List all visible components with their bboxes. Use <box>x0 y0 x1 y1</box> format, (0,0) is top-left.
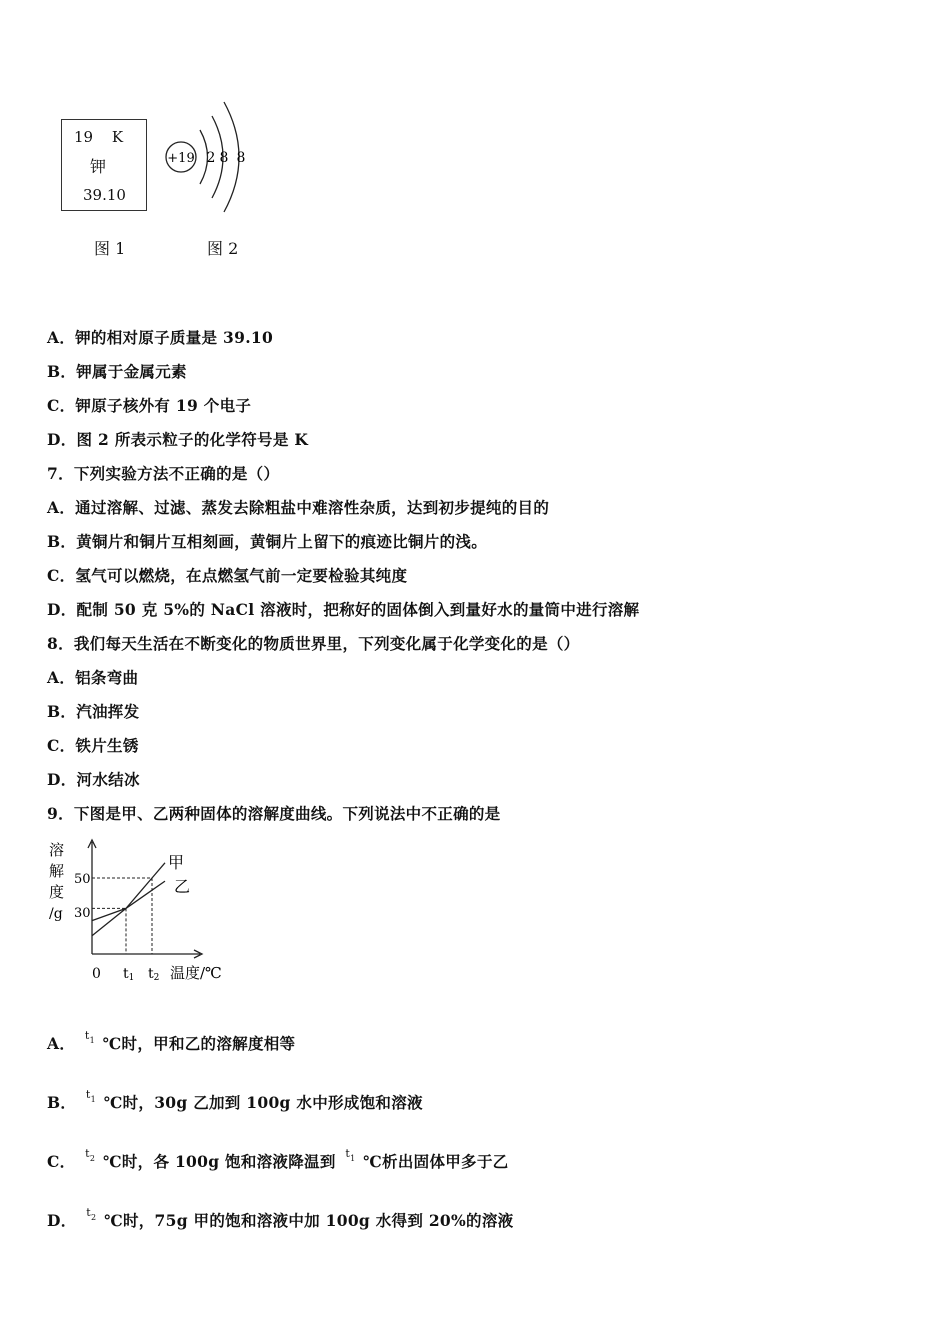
ylabel-char-4: /g <box>49 906 63 922</box>
xtick-t1: t1 <box>123 966 135 983</box>
t2-symbol: t2 <box>86 1206 97 1222</box>
t1-symbol: t1 <box>85 1088 97 1104</box>
ylabel-char-1: 溶 <box>49 841 65 859</box>
q6-option-d: D．图 2 所表示粒子的化学符号是 K <box>47 430 309 449</box>
xtick-0: 0 <box>92 966 101 982</box>
q6-option-b: B．钾属于金属元素 <box>47 362 187 381</box>
ylabel-char-2: 解 <box>49 862 65 880</box>
nucleus-charge: +19 <box>167 151 195 166</box>
q7-option-d: D．配制 50 克 5%的 NaCl 溶液时，把称好的固体倒入到量好水的量筒中进行溶解 <box>47 600 640 619</box>
q8-option-c: C．铁片生锈 <box>47 736 139 755</box>
shell-electrons-2: 8 <box>219 150 229 166</box>
legend-jia: 甲 <box>168 853 185 872</box>
atomic-number: 19 <box>74 128 94 146</box>
q8-option-b: B．汽油挥发 <box>47 702 140 721</box>
legend-yi: 乙 <box>174 877 191 896</box>
q9-option-a: A． $^{t_1}$ ℃时，甲和乙的溶解度相等 <box>47 1029 296 1053</box>
curve-yi <box>92 881 165 921</box>
xlabel: 温度/℃ <box>170 964 222 982</box>
q7-option-a: A．通过溶解、过滤、蒸发去除粗盐中难溶性杂质，达到初步提纯的目的 <box>47 498 550 517</box>
q8-stem: 8．我们每天生活在不断变化的物质世界里，下列变化属于化学变化的是（） <box>47 634 580 653</box>
shell-electrons-1: 2 <box>206 150 216 166</box>
ylabel-char-3: 度 <box>49 883 65 901</box>
curve-jia <box>92 863 165 936</box>
t1-symbol: t1 <box>84 1029 95 1045</box>
ytick-50: 50 <box>74 872 91 887</box>
t1-symbol: t1 <box>345 1147 356 1163</box>
solubility-chart <box>44 836 244 988</box>
element-name: 钾 <box>90 157 107 176</box>
figure1-caption: 图 1 <box>94 239 126 258</box>
figure2-caption: 图 2 <box>207 239 239 258</box>
q9-option-b: B． $^{t_1}$ ℃时，30g 乙加到 100g 水中形成饱和溶液 <box>47 1088 423 1112</box>
q9-option-d: D． $^{t_2}$ ℃时，75g 甲的饱和溶液中加 100g 水得到 20%的溶液 <box>47 1206 514 1230</box>
q6-option-c: C．钾原子核外有 19 个电子 <box>47 396 252 415</box>
atom-structure-figure <box>160 96 260 216</box>
q9-stem: 9．下图是甲、乙两种固体的溶解度曲线。下列说法中不正确的是 <box>47 804 501 823</box>
element-symbol: K <box>111 128 124 146</box>
q6-option-a: A．钾的相对原子质量是 39.10 <box>47 328 274 347</box>
q7-option-c: C．氢气可以燃烧，在点燃氢气前一定要检验其纯度 <box>47 566 408 585</box>
shell-electrons-3: 8 <box>236 150 246 166</box>
xtick-t2: t2 <box>148 966 160 983</box>
q8-option-a: A．铝条弯曲 <box>47 668 139 687</box>
q9-option-c: C． $^{t_2}$ ℃时，各 100g 饱和溶液降温到 $^{t_1}$ ℃析出固体甲多于乙 <box>47 1147 509 1171</box>
q7-option-b: B．黄铜片和铜片互相刻画，黄铜片上留下的痕迹比铜片的浅。 <box>47 532 488 551</box>
q8-option-d: D．河水结冰 <box>47 770 140 789</box>
element-card-figure <box>61 119 147 211</box>
t2-symbol: t2 <box>85 1147 96 1163</box>
atomic-mass: 39.10 <box>83 186 126 204</box>
q7-stem: 7．下列实验方法不正确的是（） <box>47 464 280 483</box>
ytick-30: 30 <box>74 906 91 921</box>
